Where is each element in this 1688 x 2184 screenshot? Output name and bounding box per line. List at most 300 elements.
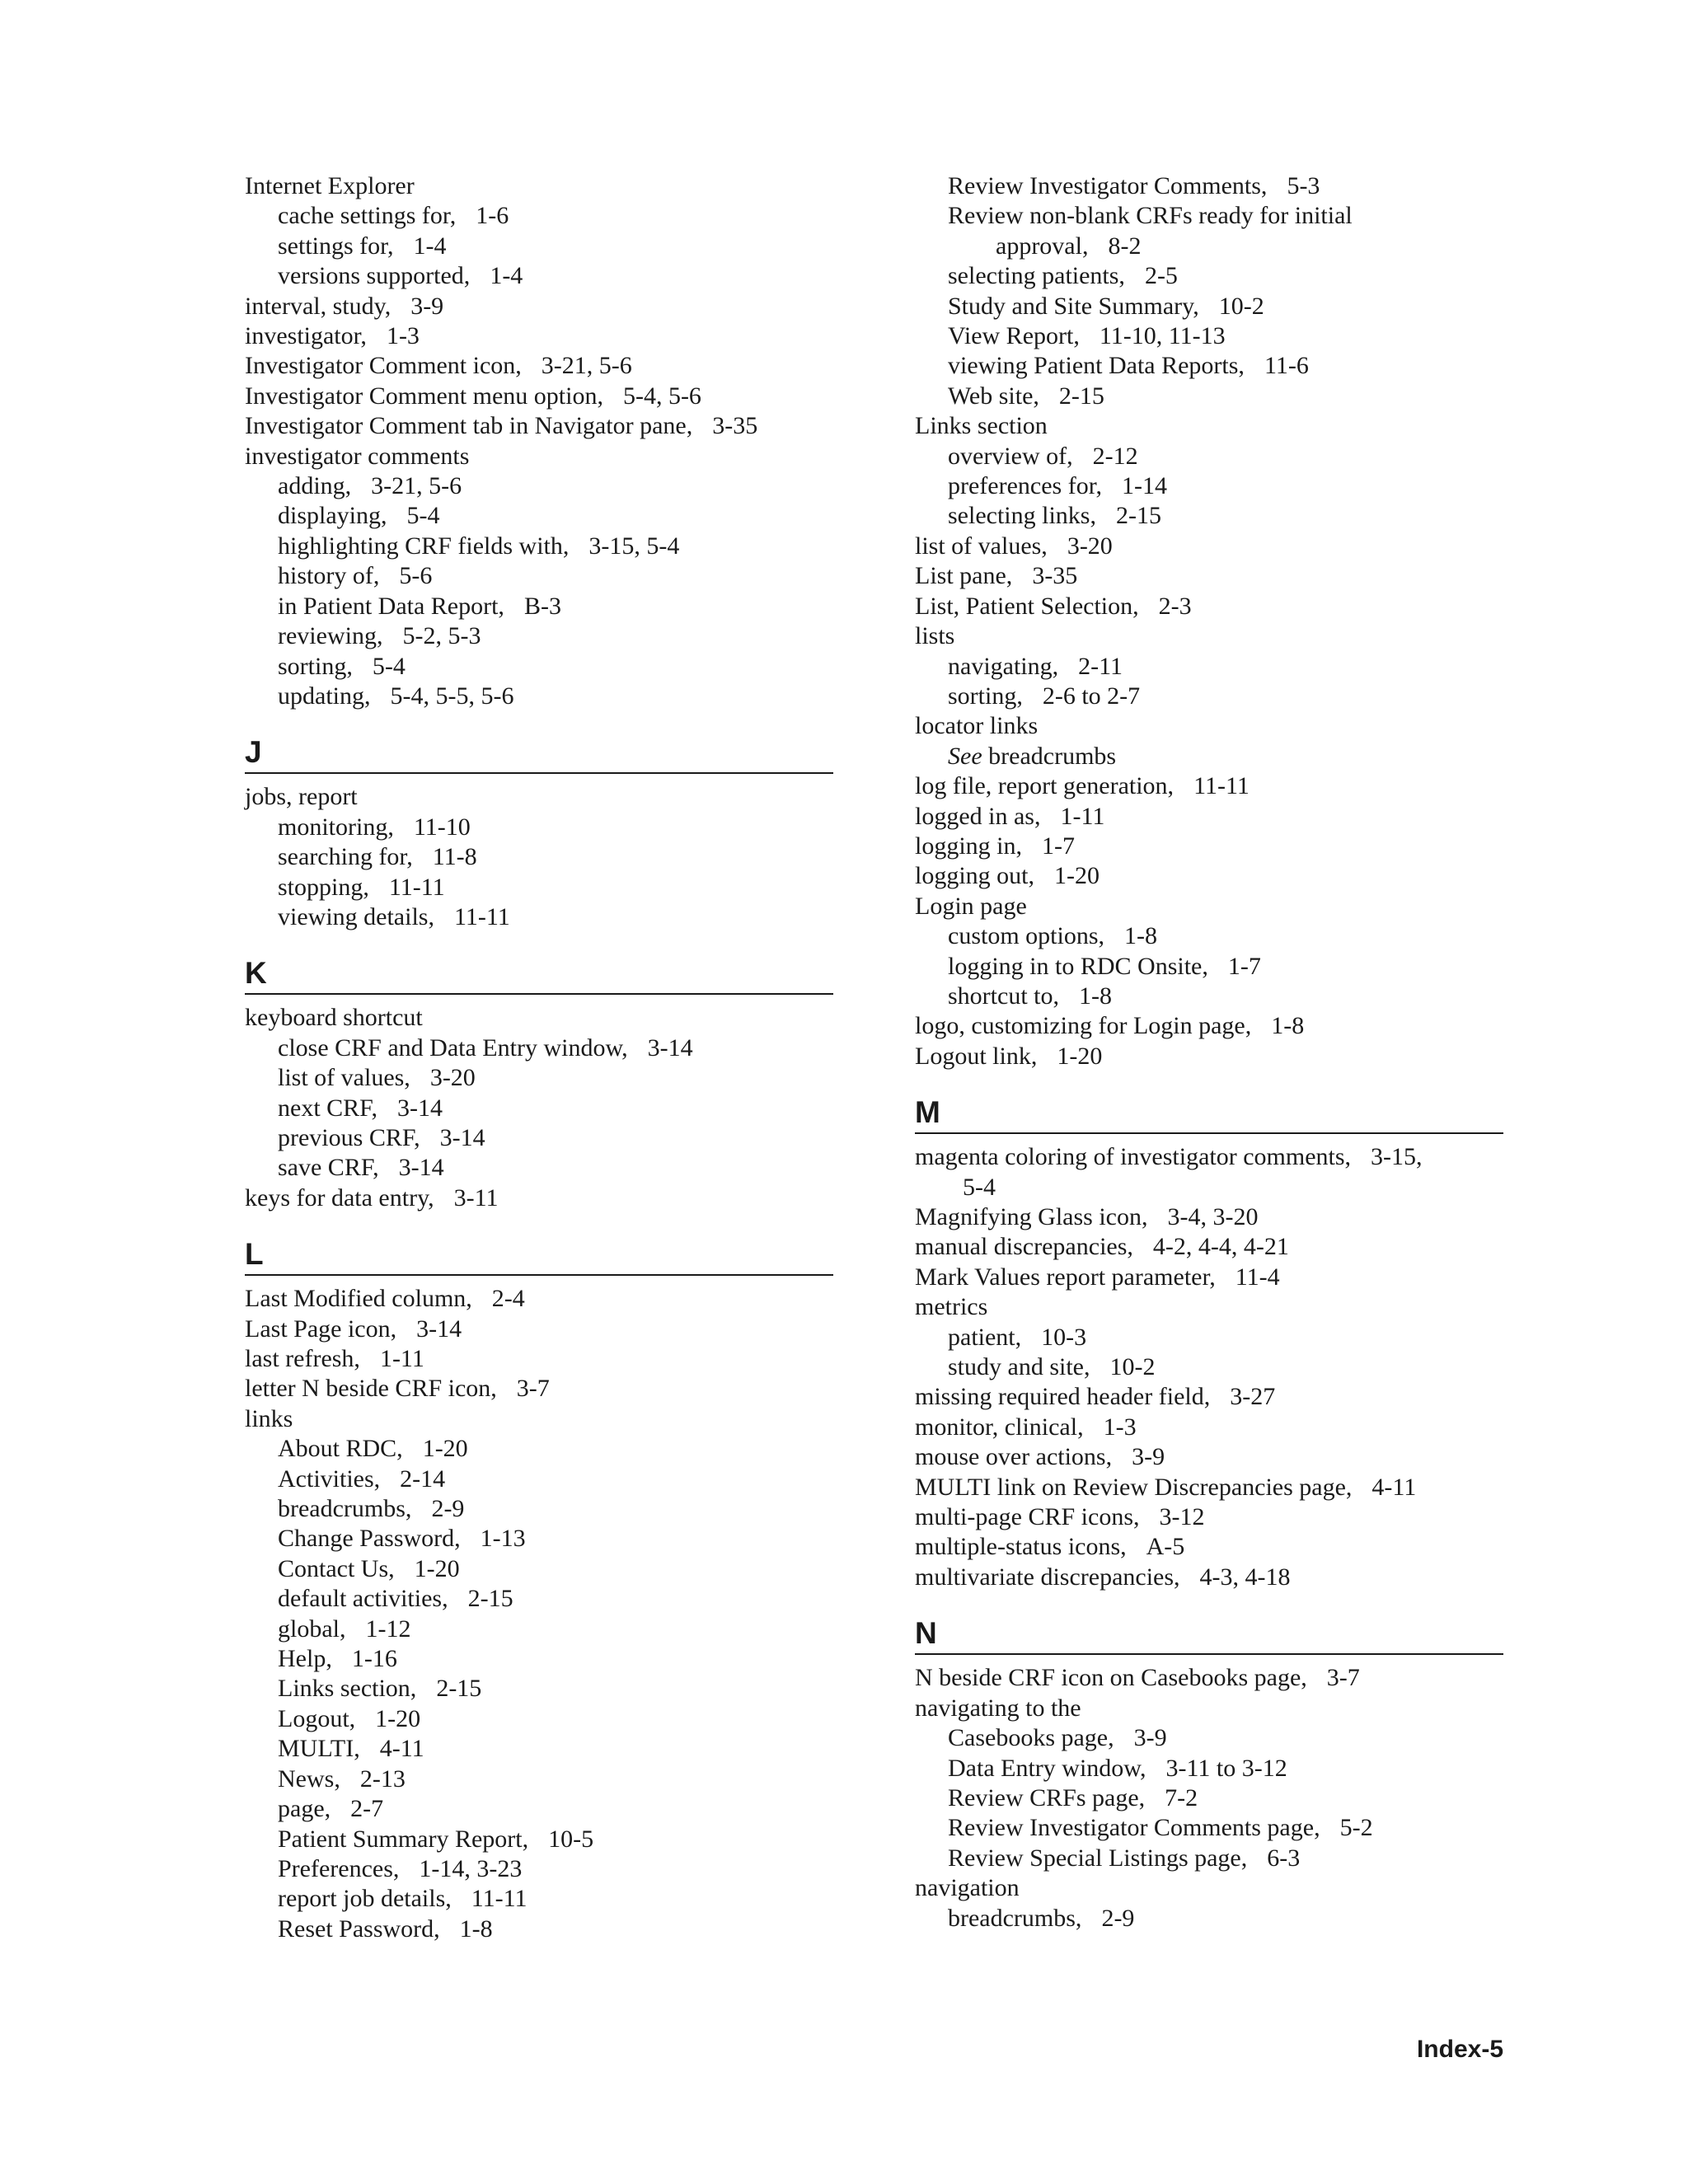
index-entry [915,1563,1503,1592]
index-term: manual discrepancies, [915,1233,1133,1261]
index-subentry [915,1783,1503,1813]
index-entry [915,1142,1503,1172]
index-subentry [915,982,1503,1011]
page-locator: 2-15 [436,1675,482,1703]
index-entry [245,1374,833,1404]
index-term: News, [278,1765,340,1793]
index-entry [915,411,1503,441]
page-locator: B-3 [523,592,561,620]
index-term: Last Page icon, [245,1315,397,1343]
page-locator: 11-11 [1193,772,1250,800]
page-locator: 1-13 [480,1525,526,1553]
index-term: Review Investigator Comments page, [948,1814,1320,1842]
index-term: viewing Patient Data Reports, [948,352,1245,380]
page-locator: 4-11 [379,1735,424,1763]
index-entry [915,1413,1503,1442]
page-locator: 5-4 [372,652,406,680]
index-term: log file, report generation, [915,772,1175,800]
index-entry [915,892,1503,921]
page-locator: 11-4 [1235,1263,1280,1291]
index-entry [915,592,1503,621]
index-term: Investigator Comment tab in Navigator pane, [245,412,693,440]
page-locator: 2-15 [1115,502,1161,530]
index-subentry [915,742,1503,771]
page-locator: 2-13 [359,1765,406,1793]
index-term: patient, [948,1323,1022,1351]
page-locator: 10-3 [1041,1323,1087,1351]
page-locator: 1-14, 3-23 [419,1854,523,1882]
index-term: selecting patients, [948,262,1125,290]
index-term: N beside CRF icon on Casebooks page, [915,1664,1307,1692]
index-subentry [915,321,1503,351]
index-term: next CRF, [278,1094,377,1122]
page-locator: 1-20 [1054,862,1100,890]
index-term: Casebooks page, [948,1724,1114,1752]
page-locator: 3-9 [1133,1724,1167,1752]
page-locator: 1-20 [1057,1042,1103,1070]
page-locator: 3-11 [453,1183,499,1212]
page-locator: 5-3 [1287,172,1320,199]
index-term: report job details, [278,1885,452,1913]
index-term: Review CRFs page, [948,1783,1146,1811]
index-term: Help, [278,1645,332,1673]
page-locator: 3-7 [1326,1664,1360,1692]
index-term: metrics [915,1293,988,1321]
index-subentry [245,1704,833,1734]
page-locator: 11-6 [1264,352,1309,380]
index-subentry [245,1123,833,1153]
index-term: previous CRF, [278,1123,420,1151]
index-term: mouse over actions, [915,1443,1113,1471]
index-entry [915,1042,1503,1071]
index-term: study and site, [948,1353,1090,1381]
index-entry [245,1003,833,1033]
index-term: logging in to RDC Onsite, [948,952,1208,980]
page-locator: 5-2 [1339,1814,1373,1842]
page-locator: 1-8 [1124,922,1158,950]
index-subentry [915,292,1503,321]
page-locator: 2-12 [1092,442,1138,470]
see-reference-label: See [948,742,982,770]
index-subentry [245,1854,833,1884]
index-term: Web site, [948,382,1039,410]
page-locator: 1-8 [459,1915,493,1943]
index-term: List, Patient Selection, [915,592,1139,620]
index-subentry [245,1615,833,1644]
index-subentry [915,1754,1503,1783]
index-term: logo, customizing for Login page, [915,1012,1252,1040]
index-subentry [245,1825,833,1854]
page-locator: 3-27 [1230,1383,1276,1411]
index-subentry [245,1494,833,1524]
index-entry [245,782,833,812]
index-subentry [245,1554,833,1584]
page-locator: 2-11 [1078,652,1123,680]
page-locator: 3-20 [1067,532,1113,560]
index-term: reviewing, [278,622,383,650]
page-locator: 11-8 [432,843,477,871]
index-term: Links section, [278,1675,417,1703]
index-subentry [915,1723,1503,1753]
index-term: Data Entry window, [948,1754,1146,1782]
index-term: breadcrumbs, [278,1495,412,1523]
index-subentry [245,1094,833,1123]
index-subentry [915,1813,1503,1843]
page-locator: 3-9 [1132,1443,1165,1471]
page-locator: 11-10, 11-13 [1099,322,1226,350]
index-subentry [245,201,833,231]
index-term: locator links [915,712,1039,740]
page-locator: 1-6 [476,202,509,230]
index-term: sorting, [948,682,1023,710]
index-term: Activities, [278,1465,381,1493]
index-subentry [915,261,1503,291]
section-heading-m: M [915,1095,940,1130]
page-locator: 2-4 [491,1285,525,1313]
index-term: 5-4 [963,1173,996,1201]
index-subentry [245,1915,833,1944]
page-locator: 3-14 [439,1123,485,1151]
index-subentry [245,532,833,561]
index-term: Patient Summary Report, [278,1825,529,1853]
index-entry [245,1284,833,1314]
index-subentry [245,621,833,651]
index-term: updating, [278,682,371,710]
index-subentry [245,1584,833,1614]
index-term: approval, [996,232,1089,260]
page-locator: 4-3, 4-18 [1199,1563,1291,1591]
index-term: Review Special Listings page, [948,1844,1248,1872]
index-entry [915,1873,1503,1903]
index-subentry [915,921,1503,951]
index-term: Investigator Comment menu option, [245,382,603,410]
index-term: Review non-blank CRFs ready for initial [948,202,1353,230]
page-locator: 8-2 [1108,232,1142,260]
index-subentry [915,1844,1503,1873]
page-locator: 2-15 [1058,382,1104,410]
index-subentry [245,873,833,902]
index-entry [245,442,833,471]
index-term: lists [915,622,955,650]
index-entry [915,621,1503,651]
page-locator: A-5 [1146,1533,1185,1561]
index-subentry [915,1173,1503,1202]
index-term: logging in, [915,832,1023,860]
page-locator: 1-8 [1079,982,1112,1010]
index-term: About RDC, [278,1435,403,1463]
page-locator: 3-20 [429,1064,476,1092]
page-locator: 1-4 [490,262,523,290]
index-entry [915,861,1503,891]
index-term: View Report, [948,322,1080,350]
index-term: highlighting CRF fields with, [278,532,570,560]
index-entry [915,1442,1503,1472]
index-subentry [915,1323,1503,1352]
page-locator: 1-14 [1122,472,1168,500]
page-locator: 1-12 [365,1615,411,1643]
index-term: cache settings for, [278,202,457,230]
page-locator: 2-14 [400,1465,446,1493]
index-entry [915,1382,1503,1412]
page-locator: 1-11 [379,1345,424,1372]
index-entry [245,292,833,321]
page-locator: 2-15 [467,1585,513,1613]
index-term: Magnifying Glass icon, [915,1203,1148,1230]
page-locator: 11-11 [453,902,510,930]
index-entry [915,1502,1503,1532]
index-subentry [915,201,1503,231]
index-subentry [915,1904,1503,1933]
index-subentry [915,652,1503,682]
index-entry [915,711,1503,741]
index-subentry [915,171,1503,201]
index-term: Contact Us, [278,1554,395,1582]
section-heading-l: L [245,1237,264,1272]
index-term: displaying, [278,502,387,530]
index-term: close CRF and Data Entry window, [278,1033,628,1062]
index-term: searching for, [278,843,413,871]
page-locator: 3-14 [647,1033,693,1062]
index-term: keys for data entry, [245,1183,434,1212]
index-subentry [245,471,833,501]
index-subentry [245,1674,833,1704]
index-term: investigator, [245,322,367,350]
index-term: multiple-status icons, [915,1533,1127,1561]
section-rule [915,1132,1503,1134]
page-locator: 1-3 [1103,1413,1137,1441]
page-locator: 11-11 [471,1885,528,1913]
index-term: Study and Site Summary, [948,292,1199,320]
page-locator: 1-4 [413,232,447,260]
index-term: keyboard shortcut [245,1004,423,1032]
index-entry [245,321,833,351]
index-term: monitoring, [278,813,394,841]
index-subentry [245,1465,833,1494]
index-term: stopping, [278,873,369,901]
page-locator: 11-11 [388,873,445,901]
page-locator: 5-4, 5-6 [622,382,701,410]
index-term: global, [278,1615,346,1643]
page-locator: 3-35 [712,412,758,440]
index-subentry [245,902,833,932]
index-column-right [915,171,1503,1933]
index-term: versions supported, [278,262,471,290]
index-term: list of values, [915,532,1048,560]
section-heading-n: N [915,1616,937,1651]
index-entry [245,382,833,411]
index-subentry [245,1644,833,1674]
index-subentry [245,842,833,872]
index-term: monitor, clinical, [915,1413,1084,1441]
page-locator: 3-14 [396,1094,443,1122]
page-locator: 1-16 [351,1645,397,1673]
page-locator: 5-6 [399,562,433,590]
index-term: letter N beside CRF icon, [245,1375,497,1403]
index-entry [915,1202,1503,1232]
index-term: MULTI, [278,1735,360,1763]
index-subentry [915,382,1503,411]
index-term: jobs, report [245,783,358,811]
page-locator: 2-7 [350,1795,384,1823]
page-locator: 4-2, 4-4, 4-21 [1152,1233,1289,1261]
page-locator: 1-20 [375,1704,421,1732]
index-term: Internet Explorer [245,172,415,199]
index-subentry [915,442,1503,471]
index-subentry [245,1765,833,1794]
page-locator: 1-8 [1271,1012,1305,1040]
index-subentry [245,1063,833,1093]
index-subentry [245,261,833,291]
page-locator: 3-21, 5-6 [541,352,632,380]
index-term: logging out, [915,862,1035,890]
index-entry [915,561,1503,591]
index-subentry [915,1352,1503,1382]
index-subentry [915,682,1503,711]
index-term: page, [278,1795,331,1823]
page-locator: 3-21, 5-6 [371,472,462,500]
index-term: save CRF, [278,1154,379,1182]
section-rule [245,1274,833,1276]
index-entry [915,1011,1503,1041]
index-term: breadcrumbs, [948,1904,1082,1932]
index-term: adding, [278,472,352,500]
page-locator: 1-7 [1227,952,1261,980]
page-locator: 10-2 [1218,292,1264,320]
index-subentry [245,1153,833,1183]
section-rule [915,1653,1503,1655]
section-heading-j: J [245,735,262,770]
page-locator: 3-15, [1371,1143,1423,1171]
index-term: List pane, [915,562,1013,590]
index-entry [915,1663,1503,1693]
page-locator: 1-20 [414,1554,460,1582]
index-entry [915,802,1503,832]
index-term: settings for, [278,232,394,260]
index-term: Login page [915,892,1027,920]
index-entry [245,1183,833,1213]
index-term: interval, study, [245,292,392,320]
index-term: multivariate discrepancies, [915,1563,1180,1591]
index-term: Links section [915,412,1048,440]
index-subentry [245,1434,833,1464]
page-locator: 2-9 [431,1495,465,1523]
index-term: Reset Password, [278,1915,440,1943]
page-locator: 3-7 [516,1375,550,1403]
index-term: last refresh, [245,1345,360,1372]
index-entry [245,1315,833,1344]
page-locator: 2-6 to 2-7 [1042,682,1141,710]
index-entry [245,171,833,201]
index-term: default activities, [278,1585,448,1613]
index-column-left [245,171,833,1944]
index-subentry [245,501,833,531]
index-term: list of values, [278,1064,410,1092]
index-term: navigating, [948,652,1059,680]
index-entry [245,351,833,381]
page-locator: 2-3 [1158,592,1192,620]
page-locator: 3-14 [398,1154,444,1182]
index-term: MULTI link on Review Discrepancies page, [915,1473,1353,1501]
page-locator: 3-14 [416,1315,462,1343]
index-entry [245,1404,833,1434]
page-locator: 4-11 [1372,1473,1417,1501]
index-term: links [245,1404,293,1432]
index-term: missing required header field, [915,1383,1211,1411]
page-locator: 3-15, 5-4 [588,532,680,560]
page-locator: 5-2, 5-3 [402,622,481,650]
index-subentry [915,232,1503,261]
page-locator: 2-9 [1101,1904,1135,1932]
index-term: navigation [915,1874,1020,1902]
index-subentry [245,1884,833,1914]
index-subentry [245,1794,833,1824]
index-entry [915,1292,1503,1322]
page-locator: 1-3 [386,322,420,350]
index-term: multi-page CRF icons, [915,1503,1140,1531]
index-term: Last Modified column, [245,1285,472,1313]
index-subentry [915,351,1503,381]
page-locator: 3-4, 3-20 [1167,1203,1259,1230]
index-term: Logout, [278,1704,356,1732]
page-locator: 7-2 [1165,1783,1198,1811]
index-term: custom options, [948,922,1105,950]
index-term: selecting links, [948,502,1096,530]
index-term: Mark Values report parameter, [915,1263,1216,1291]
index-term: sorting, [278,652,353,680]
index-subentry [915,952,1503,982]
index-term: Review Investigator Comments, [948,172,1268,199]
index-entry [915,1694,1503,1723]
index-entry [245,411,833,441]
page-locator: 3-9 [410,292,444,320]
index-entry [915,832,1503,861]
index-subentry [245,682,833,711]
page-locator: 10-5 [548,1825,594,1853]
page-locator: 3-12 [1159,1503,1205,1531]
section-rule [245,772,833,774]
index-subentry [915,471,1503,501]
index-entry [915,1532,1503,1562]
index-term: Change Password, [278,1525,461,1553]
page-locator: 3-35 [1032,562,1078,590]
index-term: Logout link, [915,1042,1038,1070]
section-heading-k: K [245,956,267,991]
index-term: in Patient Data Report, [278,592,504,620]
index-entry [915,771,1503,801]
index-term: preferences for, [948,472,1103,500]
index-term: investigator comments [245,442,470,470]
index-term: overview of, [948,442,1073,470]
index-subentry [245,561,833,591]
index-term: shortcut to, [948,982,1059,1010]
index-term: magenta coloring of investigator comments, [915,1143,1352,1171]
page-locator: 1-20 [422,1435,468,1463]
page-locator: 6-3 [1267,1844,1301,1872]
page-locator: 11-10 [413,813,471,841]
index-term: Investigator Comment icon, [245,352,522,380]
index-term: viewing details, [278,902,434,930]
index-term: Preferences, [278,1854,400,1882]
page-locator: 2-5 [1144,262,1178,290]
index-subentry [245,232,833,261]
index-entry [915,1473,1503,1502]
index-subentry [245,652,833,682]
page-locator: 5-4 [406,502,440,530]
page-locator: 1-11 [1060,802,1105,830]
page-number: Index-5 [1416,2036,1503,2063]
page-locator: 3-11 to 3-12 [1165,1754,1287,1782]
index-subentry [915,501,1503,531]
